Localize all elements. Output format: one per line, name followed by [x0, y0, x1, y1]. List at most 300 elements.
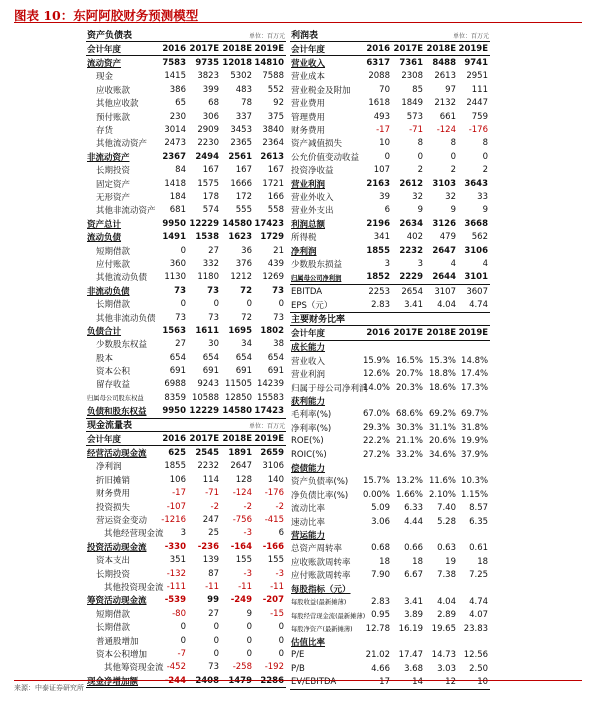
row-value: 1729 — [260, 232, 284, 243]
row-value: 184 — [169, 191, 186, 202]
row-label: 应付账款周转率 — [291, 571, 351, 582]
row-label: 无形资产 — [96, 192, 131, 203]
row-value: 166 — [267, 191, 284, 202]
row-value: 68 — [208, 98, 219, 109]
row-value: 3607 — [458, 285, 490, 299]
row-label: EBITDA — [290, 285, 360, 299]
row-value — [425, 340, 458, 354]
row-value: -3 — [275, 568, 284, 579]
row-label: 净负债比率(%) — [291, 490, 349, 501]
row-value: -107 — [166, 501, 186, 512]
row-value: 402 — [406, 232, 423, 243]
table-row — [86, 460, 286, 473]
row-value: 2232 — [399, 245, 423, 256]
row-value: 2163 — [366, 178, 390, 189]
row-value: 1802 — [260, 325, 284, 336]
row-label: 资产减值损失 — [291, 139, 343, 150]
row-value: 73 — [207, 285, 219, 296]
table-row — [290, 368, 490, 381]
row-value: 14580 — [222, 218, 252, 229]
row-value: 351 — [169, 555, 186, 566]
row-label: 总资产周转率 — [291, 544, 343, 555]
table-row — [86, 338, 286, 351]
row-value: 14.0% — [362, 382, 390, 393]
row-value — [425, 461, 458, 474]
row-value: 155 — [235, 555, 252, 566]
row-value: 72 — [241, 312, 252, 323]
row-value: -7 — [177, 648, 186, 659]
table-row — [290, 501, 490, 514]
table-row — [86, 620, 286, 633]
row-value: -132 — [166, 568, 186, 579]
table-row — [290, 448, 490, 461]
table-row — [86, 123, 286, 136]
row-value: 9 — [246, 608, 252, 619]
row-value: 2364 — [262, 138, 284, 149]
table-row — [86, 137, 286, 150]
row-value: 439 — [267, 258, 284, 269]
row-value: -236 — [197, 541, 219, 552]
row-value: 15.9% — [362, 355, 390, 366]
row-value: 2 — [450, 165, 456, 176]
row-value: 9741 — [464, 58, 488, 69]
row-label: 归属于母公司净利润 — [291, 383, 368, 394]
row-label: 财务费用 — [291, 126, 326, 137]
cashflow-table — [86, 431, 286, 688]
row-value: 1563 — [162, 325, 186, 336]
row-label: 普通股增加 — [96, 636, 139, 647]
row-value: 2229 — [399, 272, 423, 283]
table-row — [86, 297, 286, 310]
row-value: 0 — [278, 622, 284, 633]
header-row — [86, 42, 286, 56]
row-label: 营业费用 — [291, 99, 326, 110]
table-row — [86, 580, 286, 593]
row-value: 13.2% — [395, 476, 423, 487]
row-value: 73 — [208, 662, 219, 673]
row-label: 投资损失 — [96, 502, 131, 513]
row-value: 9243 — [197, 379, 219, 390]
header-year: 2016 — [360, 42, 392, 56]
row-label: 净利润 — [96, 462, 122, 473]
row-value: 7.90 — [371, 570, 390, 581]
row-value — [392, 582, 425, 595]
row-value: 337 — [235, 111, 252, 122]
row-label: 资本支出 — [96, 556, 131, 567]
row-value: 0 — [180, 622, 186, 633]
row-value: 1623 — [228, 232, 252, 243]
row-value: 1538 — [195, 232, 219, 243]
row-value: 0.68 — [371, 543, 390, 554]
row-value: 2230 — [197, 138, 219, 149]
cashflow-unit: 单位：百万元 — [248, 423, 285, 430]
row-value: 27.2% — [362, 449, 390, 460]
table-row — [86, 311, 286, 324]
row-value: 78 — [241, 98, 252, 109]
row-label: 公允价值变动收益 — [291, 152, 360, 163]
row-value: 9950 — [156, 405, 188, 419]
row-value: 3840 — [262, 125, 284, 136]
row-label: 营业收入 — [291, 356, 326, 367]
table-row — [86, 284, 286, 297]
income-statement-unit: 单位：百万元 — [452, 33, 489, 40]
table-row — [86, 271, 286, 284]
table-row — [290, 635, 490, 648]
row-value: 9 — [417, 205, 423, 216]
row-label: 其他非流动负债 — [96, 313, 156, 324]
row-value: 87 — [208, 568, 219, 579]
row-value: 759 — [471, 111, 488, 122]
row-value: 7583 — [162, 58, 186, 69]
row-value: 3.06 — [371, 516, 390, 527]
row-value: 2196 — [366, 218, 390, 229]
table-row — [290, 421, 490, 434]
row-value: 20.7% — [395, 369, 423, 380]
table-row — [86, 405, 286, 419]
row-value: 167 — [202, 165, 219, 176]
table-row — [290, 461, 490, 474]
table-row — [86, 527, 286, 540]
row-value: -80 — [172, 608, 186, 619]
table-row — [290, 568, 490, 581]
row-value: 92 — [273, 98, 284, 109]
row-value: 11505 — [224, 379, 252, 390]
row-value: 7.38 — [437, 570, 456, 581]
section-title: 主要财务比率 — [291, 315, 346, 326]
row-value: 691 — [202, 366, 219, 377]
row-label: 每股指标（元） — [291, 584, 351, 595]
row-label: 归属母公司股东权益 — [87, 395, 144, 403]
row-value: 4.44 — [404, 516, 423, 527]
row-value: -249 — [230, 595, 252, 606]
header-year: 2018E — [221, 432, 254, 446]
row-value: 399 — [202, 84, 219, 95]
row-value: 16.5% — [395, 355, 423, 366]
row-value: 0.00% — [362, 489, 390, 500]
row-value: 0.63 — [437, 543, 456, 554]
row-value: 8359 — [164, 392, 186, 403]
row-value: -539 — [164, 595, 186, 606]
row-value: 7.25 — [469, 570, 489, 581]
row-value: 3 — [384, 258, 390, 269]
row-value: 17423 — [254, 218, 284, 229]
row-value: 15.3% — [428, 355, 456, 366]
header-year: 2016 — [360, 326, 392, 340]
row-label: 存货 — [96, 126, 114, 137]
row-value: 2654 — [392, 285, 425, 299]
row-value: 3823 — [197, 71, 219, 82]
row-value: 4.07 — [469, 610, 489, 621]
row-value: 70 — [379, 84, 390, 95]
row-value: 9950 — [162, 218, 186, 229]
header-year: 2016 — [156, 432, 188, 446]
row-value: 2.50 — [469, 663, 489, 674]
row-value: 8 — [417, 138, 423, 149]
row-value: 4.74 — [469, 596, 489, 607]
row-label: 投资净收益 — [291, 166, 334, 177]
table-row — [86, 324, 286, 337]
row-value: 2367 — [162, 151, 186, 162]
row-value: 140 — [267, 474, 284, 485]
row-value: 1.15% — [461, 489, 489, 500]
row-value: 1269 — [262, 272, 284, 283]
row-value: 0 — [417, 151, 423, 162]
table-row — [86, 230, 286, 243]
table-row — [86, 217, 286, 230]
table-row — [290, 56, 490, 70]
row-value — [458, 582, 490, 595]
row-label: 净利润 — [291, 246, 317, 257]
row-label: P/B — [291, 663, 305, 674]
row-label: 归属母公司净利润 — [291, 274, 342, 282]
row-value: 0 — [180, 245, 186, 256]
header-year: 2019E — [458, 326, 490, 340]
row-value: 2408 — [188, 674, 221, 688]
row-value: 654 — [235, 352, 252, 363]
table-row — [86, 513, 286, 526]
row-value — [458, 394, 490, 407]
row-value — [425, 582, 458, 595]
row-value: 31.8% — [461, 422, 489, 433]
row-value: 17.4% — [461, 369, 489, 380]
row-value: 3014 — [164, 125, 186, 136]
table-row — [86, 487, 286, 500]
table-row — [86, 647, 286, 660]
row-label: 净利率(%) — [291, 423, 332, 434]
row-value: -1216 — [161, 515, 186, 526]
table-row — [290, 662, 490, 675]
table-row — [290, 137, 490, 150]
row-value: 2561 — [228, 151, 252, 162]
row-value: 6 — [384, 205, 390, 216]
row-label: 获利能力 — [291, 397, 326, 408]
row-label: 财务费用 — [96, 489, 131, 500]
row-value: 3106 — [262, 461, 284, 472]
table-row — [290, 190, 490, 203]
row-value: 20.3% — [395, 382, 423, 393]
row-value: 2447 — [466, 98, 488, 109]
row-value: 3453 — [230, 125, 252, 136]
header-year: 2019E — [254, 432, 286, 446]
header-year: 2019E — [254, 42, 286, 56]
row-value: -11 — [238, 581, 252, 592]
row-label: 营业外收入 — [291, 192, 334, 203]
row-value: 73 — [272, 285, 284, 296]
table-row — [86, 56, 286, 70]
row-value: 0.95 — [371, 610, 390, 621]
row-value: 3 — [417, 258, 423, 269]
row-value: 2.83 — [360, 298, 392, 312]
row-value: 34.6% — [428, 449, 456, 460]
row-value: 27 — [208, 608, 219, 619]
table-row — [86, 204, 286, 217]
row-value: 8488 — [432, 58, 456, 69]
row-value: 18 — [412, 556, 423, 567]
table-row — [290, 488, 490, 501]
table-row — [86, 164, 286, 177]
balance-sheet-table — [86, 41, 286, 419]
row-value: 19 — [445, 556, 456, 567]
row-value: -3 — [243, 528, 252, 539]
row-label: ROE(%) — [291, 436, 324, 447]
table-row — [86, 244, 286, 257]
row-value: 27 — [175, 339, 186, 350]
row-value: -71 — [205, 488, 219, 499]
row-value: -258 — [232, 662, 252, 673]
row-value: 73 — [273, 312, 284, 323]
row-value: 29.3% — [362, 422, 390, 433]
row-label: 长期借款 — [96, 300, 131, 311]
row-value: 9 — [450, 205, 456, 216]
row-label: 成长能力 — [291, 343, 326, 354]
row-value: 1491 — [162, 232, 186, 243]
row-value: 5.28 — [437, 516, 456, 527]
table-row — [290, 475, 490, 488]
row-value: 1415 — [164, 71, 186, 82]
row-label: 少数股东损益 — [291, 259, 343, 270]
row-value — [458, 340, 490, 354]
row-value: 386 — [169, 84, 186, 95]
row-value: 114 — [202, 474, 219, 485]
table-row — [290, 435, 490, 448]
row-value — [425, 528, 458, 541]
row-value: 483 — [235, 84, 252, 95]
row-value: 2613 — [260, 151, 284, 162]
row-value: 34 — [241, 339, 252, 350]
row-value: -176 — [468, 125, 488, 136]
row-value: 3101 — [464, 272, 488, 283]
row-label: 每股净资产(最新摊薄) — [291, 626, 353, 634]
row-value: 68.6% — [395, 409, 423, 420]
row-label: 利润总额 — [291, 219, 326, 230]
row-value: 4.04 — [425, 298, 458, 312]
row-value: 111 — [471, 84, 488, 95]
row-value: 6.33 — [404, 503, 423, 514]
title-rule — [14, 22, 582, 23]
row-value: 1130 — [164, 272, 186, 283]
row-value: 654 — [169, 352, 186, 363]
row-label: 应收账款周转率 — [291, 557, 351, 568]
table-row — [290, 394, 490, 407]
row-value: 32 — [412, 191, 423, 202]
row-value: -756 — [232, 515, 252, 526]
row-label: 其他流动资产 — [96, 139, 148, 150]
row-label: 营业利润 — [291, 370, 326, 381]
row-value — [392, 340, 425, 354]
table-row — [290, 97, 490, 110]
row-value: 18.6% — [428, 382, 456, 393]
row-value: 8.57 — [469, 503, 489, 514]
row-value: 73 — [208, 312, 219, 323]
row-value: 12.6% — [362, 369, 390, 380]
table-row — [290, 217, 490, 230]
row-value: 39 — [379, 191, 390, 202]
table-row — [86, 190, 286, 203]
table-row — [86, 83, 286, 96]
table-row — [86, 607, 286, 620]
table-row — [86, 500, 286, 513]
row-value: 33 — [477, 191, 488, 202]
row-label: 现金 — [96, 72, 114, 83]
row-value: 107 — [373, 165, 390, 176]
row-value: 14 — [392, 676, 425, 690]
header-year: 2018E — [221, 42, 254, 56]
table-row — [290, 528, 490, 541]
row-label: 偿债能力 — [291, 463, 326, 474]
row-value: 1666 — [230, 178, 252, 189]
row-value: 8 — [450, 138, 456, 149]
row-label: 资产负债率(%) — [291, 477, 349, 488]
row-value — [360, 461, 392, 474]
row-value: 691 — [169, 366, 186, 377]
header-label: 会计年度 — [86, 42, 156, 56]
header-year: 2017E — [392, 42, 425, 56]
row-value: -2 — [275, 501, 284, 512]
row-value: 2644 — [432, 272, 456, 283]
header-label: 会计年度 — [290, 42, 360, 56]
row-value: 67.0% — [362, 409, 390, 420]
table-row — [290, 408, 490, 421]
row-label: 流动负债 — [87, 233, 122, 244]
table-row — [86, 540, 286, 553]
row-value: 3106 — [464, 245, 488, 256]
row-label: EV/EBITDA — [290, 676, 360, 690]
row-value: 12850 — [224, 392, 252, 403]
row-value — [360, 528, 392, 541]
table-row — [290, 354, 490, 367]
row-value: 3.41 — [392, 298, 425, 312]
row-value: 2659 — [260, 448, 284, 459]
row-value: 12018 — [222, 58, 252, 69]
row-label: 其他非流动资产 — [96, 206, 156, 217]
row-value: 178 — [202, 191, 219, 202]
row-value: 247 — [202, 515, 219, 526]
row-value: 0 — [213, 635, 219, 646]
row-value: -2 — [243, 501, 252, 512]
row-value: 3126 — [432, 218, 456, 229]
row-value: 479 — [439, 232, 456, 243]
row-value: 230 — [169, 111, 186, 122]
row-value: -111 — [166, 581, 186, 592]
row-value: 0 — [278, 299, 284, 310]
table-row — [290, 515, 490, 528]
row-value: 12229 — [189, 218, 219, 229]
row-value: 1180 — [197, 272, 219, 283]
row-label: 每股收益(最新摊薄) — [291, 599, 347, 607]
row-label: 营运资金变动 — [96, 516, 148, 527]
row-value: 0 — [278, 635, 284, 646]
row-value: 16.19 — [398, 623, 423, 634]
row-value: 69.7% — [461, 409, 489, 420]
row-value: 0 — [213, 299, 219, 310]
row-value: 1855 — [164, 461, 186, 472]
row-value: 3668 — [464, 218, 488, 229]
row-label: EPS（元） — [290, 298, 360, 312]
income-statement-panel — [290, 28, 490, 313]
header-year: 2017E — [188, 42, 221, 56]
row-value — [392, 394, 425, 407]
row-value: 0.61 — [469, 543, 489, 554]
row-value: 6 — [278, 528, 284, 539]
row-label: 非流动负债 — [87, 286, 130, 297]
row-value: 21 — [273, 245, 284, 256]
header-year: 2017E — [392, 326, 425, 340]
ratios-panel — [290, 312, 490, 690]
row-value: -17 — [376, 125, 390, 136]
row-value: 2.10% — [428, 489, 456, 500]
row-label: 负债合计 — [87, 326, 122, 337]
row-value: 18 — [477, 556, 489, 567]
